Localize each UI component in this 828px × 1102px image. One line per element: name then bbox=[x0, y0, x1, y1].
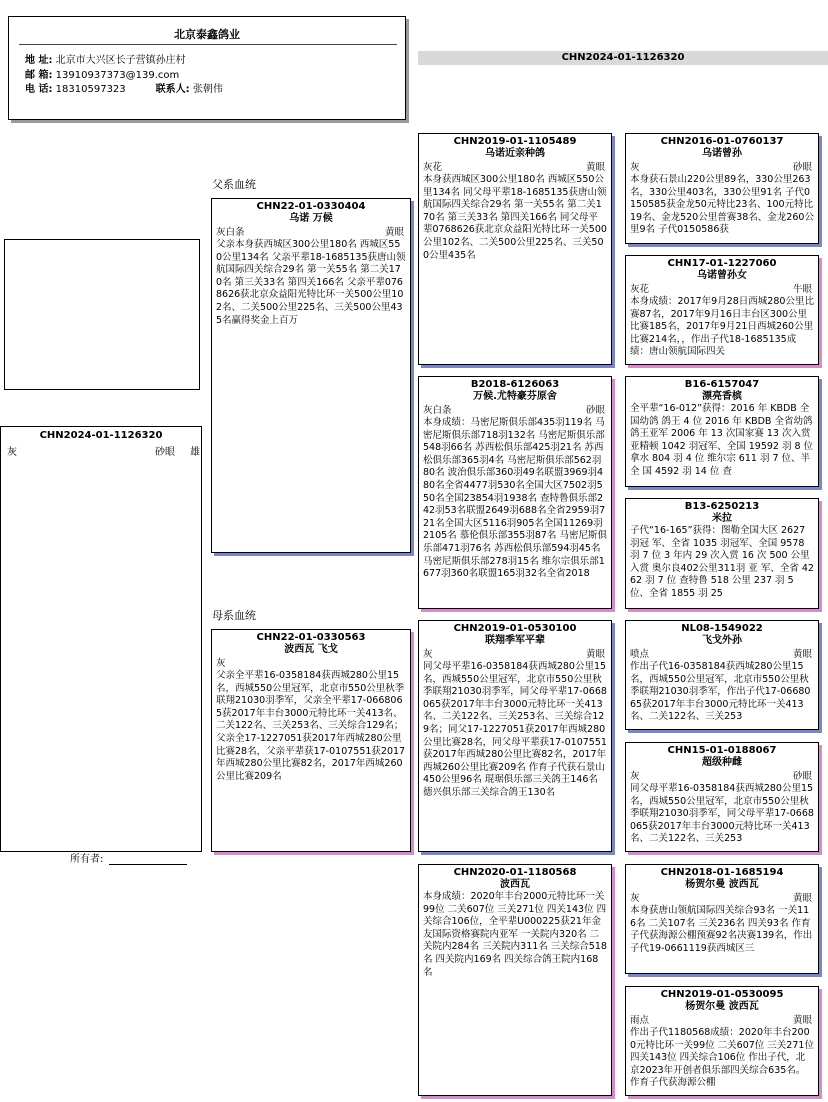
card-name: 万候.尤特豪芬原舍 bbox=[473, 391, 557, 402]
owner-sign-line bbox=[109, 854, 187, 865]
card-name: 米拉 bbox=[712, 513, 732, 524]
card-ring: CHN15-01-0188067 bbox=[667, 745, 777, 756]
card-attributes bbox=[630, 283, 814, 296]
card-attributes bbox=[423, 404, 607, 417]
card-ring: NL08-1549022 bbox=[681, 623, 763, 634]
card-ring: CHN2018-01-1685194 bbox=[660, 867, 784, 878]
owner-contact-info bbox=[25, 54, 223, 98]
card-name: 漂亮香槟 bbox=[702, 391, 742, 402]
email-label: 邮 箱: bbox=[25, 69, 53, 81]
card-description: 父亲本身获西城区300公里180名 西城区550公里134名 父亲平辈18-1685135获唐山领航国际四关综合29名 第一关55名 第二关170名 第三关33名 第四关166名 父亲平辈0768626获北京众益阳光特比环一关500公里102名、二关500公里225名、三关500公里435名赢得奖金上百万 bbox=[216, 239, 406, 326]
card-color: 灰 bbox=[216, 658, 226, 669]
address-value: 北京市大兴区长子营镇孙庄村 bbox=[55, 55, 186, 66]
owner-signature-field bbox=[70, 850, 187, 865]
card-description: 同父母平辈16-0358184获西城280公里15名，西城550公里冠军，北京市550公里秋季联翔21030羽季军，同父母平辈17-0668065获2017年丰台3000元特比环一关413名、二关122名、三关253 bbox=[630, 783, 814, 845]
card-ring: CHN2016-01-0760137 bbox=[660, 136, 784, 147]
dam-card bbox=[211, 629, 411, 852]
dam-line-label: 母系血统 bbox=[212, 609, 256, 622]
card-name: 超级种雌 bbox=[702, 757, 742, 768]
card-name: 波西瓦 飞戈 bbox=[284, 644, 338, 655]
subject-eye: 砂眼 bbox=[155, 447, 175, 458]
card-color: 灰花 bbox=[423, 162, 443, 173]
card-attributes bbox=[423, 648, 607, 661]
card-eye: 黄眼 bbox=[792, 649, 812, 660]
pedigree-ring-banner: CHN2024-01-1126320 bbox=[418, 51, 828, 65]
sire-card bbox=[211, 198, 411, 553]
card-ring: CHN2019-01-0530095 bbox=[660, 989, 784, 1000]
card-color: 雨点 bbox=[630, 1015, 650, 1026]
address-label: 地 址: bbox=[25, 55, 53, 66]
sire-dam-card bbox=[418, 376, 612, 609]
card-eye: 砂眼 bbox=[585, 405, 605, 416]
card-name: 乌诺曾孙女 bbox=[697, 270, 747, 281]
card-ring: CHN17-01-1227060 bbox=[667, 258, 777, 269]
card-attributes bbox=[423, 161, 607, 174]
email-value: 13910937373@139.com bbox=[55, 69, 180, 81]
contact-label: 联系人: bbox=[155, 84, 190, 95]
card-eye: 黄眼 bbox=[384, 227, 404, 238]
card-ring: CHN2019-01-0530100 bbox=[453, 623, 577, 634]
card-ring: B2018-6126063 bbox=[470, 379, 560, 390]
owner-sign-label: 所有者: bbox=[70, 854, 104, 865]
subject-pigeon-box bbox=[0, 426, 202, 852]
card-description: 全平辈“16-012”获得：2016 年 KBDB 全国幼鸽 鸽王 4 位 2016 年 KBDB 全省幼鸽 鸽王亚军 2006 年 13 次国家赛 13 次入赏 亚精顿 1042 羽冠军、全国 19592 羽 8 位 拿水 804 羽 4 位 维尔宗 611 羽 7 位、半全 国 4592 羽 14 位 查 bbox=[630, 403, 814, 477]
card-name: 乌诺近亲种鸽 bbox=[485, 148, 545, 159]
card-description: 本身成绩：2017年9月28日西城280公里比赛87名，2017年9月16日丰台区300公里比赛185名，2017年9月21日西城260公里比赛214名，，作出子代18-1685135成绩：唐山领航国际四关 bbox=[630, 296, 814, 358]
card-description: 父亲全平辈16-0358184获西城280公里15名，西城550公里冠军，北京市550公里秋季联翔21030羽季军，父亲全平辈17-0668065获2017年丰台3000元特比环一关413名、二关122名、三关253名、三关综合129名；父亲全17-1227051获2017年西城280公里比赛28名，父亲平辈获17-0107551获2017年西城280公里比赛82名，2017年西城260公里比赛209名 bbox=[216, 670, 406, 782]
subject-attributes bbox=[7, 443, 200, 458]
card-attributes bbox=[630, 161, 814, 174]
card-name: 杨贺尔曼 波西瓦 bbox=[685, 1001, 759, 1012]
card-ring: CHN2020-01-1180568 bbox=[453, 867, 577, 878]
card-attributes bbox=[630, 1014, 814, 1027]
owner-title: 北京泰鑫鸽业 bbox=[174, 28, 240, 41]
card-color: 灰 bbox=[630, 162, 640, 173]
card-ring: B13-6250213 bbox=[684, 501, 760, 512]
card-description: 同父母平辈16-0358184获西城280公里15名，西城550公里冠军，北京市550公里秋季联翔21030羽季军，同父母平辈17-0668065获2017年丰台3000元特比环一关413名、二关122名、三关253名、三关综合129名；同父17-1227051获2017年西城280公里比赛28名，同父母平辈获17-0107551获2017年西城280公里比赛82名，2017年西城260公里比赛209名 作育子代获石景山450公里96名 琨琚俱乐部三关鸽王146名 德兴俱乐部三关综合鸽王130名 bbox=[423, 661, 607, 798]
sire-dam-dam-card bbox=[625, 498, 819, 609]
card-name: 联翔季军平辈 bbox=[485, 635, 545, 646]
card-color: 灰 bbox=[630, 771, 640, 782]
card-name: 乌诺 万候 bbox=[289, 213, 333, 224]
card-attributes bbox=[630, 648, 814, 661]
card-name: 波西瓦 bbox=[500, 879, 530, 890]
owner-info-box bbox=[8, 16, 406, 120]
card-attributes bbox=[216, 226, 406, 239]
sire-sire-dam-card bbox=[625, 255, 819, 365]
card-color: 灰白条 bbox=[216, 227, 245, 238]
card-name: 飞戈外孙 bbox=[702, 635, 742, 646]
dam-dam-card bbox=[418, 864, 612, 1096]
card-description: 作出子代1180568成绩：2020年丰台2000元特比环一关99位 二关607位 三关271位 四关143位 四关综合106位 作出子代，北京2023年开创者俱乐部四关综合635名。作育子代获海源公棚 bbox=[630, 1027, 814, 1089]
card-description: 本身成绩：马密尼斯俱乐部435羽119名 马密尼斯俱乐部718羽132名 马密尼斯俱乐部548羽66名 苏西松俱乐部425羽21名 苏西松俱乐部365羽4名 马密尼斯俱乐部562羽80名 波治俱乐部360羽49名联盟3969羽480名全省4477羽530名全国大区7502羽550名全国23854羽1938名 查特鲁俱乐部242羽53名联盟2649羽688名全省2959羽721名全国大区5116羽905名全国11269羽2105名 慕伦俱乐部355羽87名 马密尼斯俱乐部471羽76名 苏西松俱乐部594羽45名 马密尼斯俱乐部278羽15名 维尔宗俱乐部1677羽360名联盟165羽32名全省2018 bbox=[423, 417, 607, 580]
card-color: 灰 bbox=[423, 649, 433, 660]
card-color: 喷点 bbox=[630, 649, 650, 660]
card-color: 灰花 bbox=[630, 284, 650, 295]
dam-sire-sire-card bbox=[625, 620, 819, 730]
card-color: 灰 bbox=[630, 893, 640, 904]
card-description: 本身获石景山220公里89名，330公里263名，330公里403名，330公里91名 子代0150585获金龙50元特比23名、100元特比19名、金龙520公里普赛38名、金龙260公里9名 子代0150586获 bbox=[630, 174, 814, 236]
contact-value: 张朝伟 bbox=[192, 84, 223, 95]
phone-label: 电 话: bbox=[25, 84, 53, 95]
card-attributes bbox=[630, 770, 814, 783]
sire-sire-sire-card bbox=[625, 133, 819, 244]
dam-dam-sire-card bbox=[625, 864, 819, 974]
card-description: 子代“16-165”获得：图勒全国大区 2627 羽冠 军、全省 1035 羽冠军、全国 9578 羽 7 位 3 年内 29 次入赏 16 次 500 公里入赏 奥尔良402公里311羽 亚 军、全省 4262 羽 7 位 查特鲁 518 公里 237 羽 5 位、全省 1855 羽 25 bbox=[630, 525, 814, 599]
pigeon-photo-placeholder bbox=[4, 239, 200, 390]
card-eye: 黄眼 bbox=[585, 649, 605, 660]
card-description: 本身成绩：2020年丰台2000元特比环一关99位 二关607位 三关271位 四关143位 四关综合106位，全平辈U000225获21年金友国际资格赛院内亚军 一关院内320名 二关院内284名 三关院内311名 三关综合518名 四关院内169名 四关综合鸽王院内168名 bbox=[423, 891, 607, 978]
card-name: 杨贺尔曼 波西瓦 bbox=[685, 879, 759, 890]
card-ring: CHN22-01-0330404 bbox=[256, 201, 366, 212]
subject-ring: CHN2024-01-1126320 bbox=[39, 430, 163, 441]
card-eye: 砂眼 bbox=[792, 162, 812, 173]
dam-sire-card bbox=[418, 620, 612, 852]
dam-dam-dam-card bbox=[625, 986, 819, 1096]
sire-dam-sire-card bbox=[625, 376, 819, 487]
card-eye: 黄眼 bbox=[585, 162, 605, 173]
owner-divider bbox=[19, 44, 397, 45]
card-name: 乌诺曾孙 bbox=[702, 148, 742, 159]
subject-sex: 雄 bbox=[190, 447, 200, 458]
card-description: 本身获西城区300公里180名 西城区550公里134名 同父母平辈18-1685135获唐山领航国际四关综合29名 第一关55名 第二关170名 第三关33名 第四关166名 同父母平辈0768626获北京众益阳光特比环一关500公里102名、二关500公里225名、三关500公里435名 bbox=[423, 174, 607, 261]
dam-sire-dam-card bbox=[625, 742, 819, 852]
card-eye: 牛眼 bbox=[792, 284, 812, 295]
card-ring: B16-6157047 bbox=[684, 379, 760, 390]
card-description: 本身获唐山领航国际四关综合93名 一关116名 二关107名 三关236名 四关93名 作育子代获海源公棚预赛92名决赛139名，作出子代19-0661119获西城区三 bbox=[630, 905, 813, 954]
card-ring: CHN2019-01-1105489 bbox=[453, 136, 577, 147]
card-ring: CHN22-01-0330563 bbox=[256, 632, 366, 643]
card-color: 灰白条 bbox=[423, 405, 452, 416]
card-description: 作出子代16-0358184获西城280公里15名，西城550公里冠军，北京市550公里秋季联翔21030羽季军，作出子代17-0668065获2017年丰台3000元特比环一关413名、二关122名、三关253 bbox=[630, 661, 811, 723]
sire-line-label: 父系血统 bbox=[212, 178, 256, 191]
subject-color: 灰 bbox=[7, 447, 17, 458]
sire-sire-card bbox=[418, 133, 612, 365]
card-eye: 黄眼 bbox=[792, 893, 812, 904]
card-attributes bbox=[630, 892, 814, 905]
card-eye: 砂眼 bbox=[792, 771, 812, 782]
phone-value: 18310597323 bbox=[55, 84, 126, 95]
card-attributes bbox=[216, 657, 406, 670]
card-eye: 黄眼 bbox=[792, 1015, 812, 1026]
